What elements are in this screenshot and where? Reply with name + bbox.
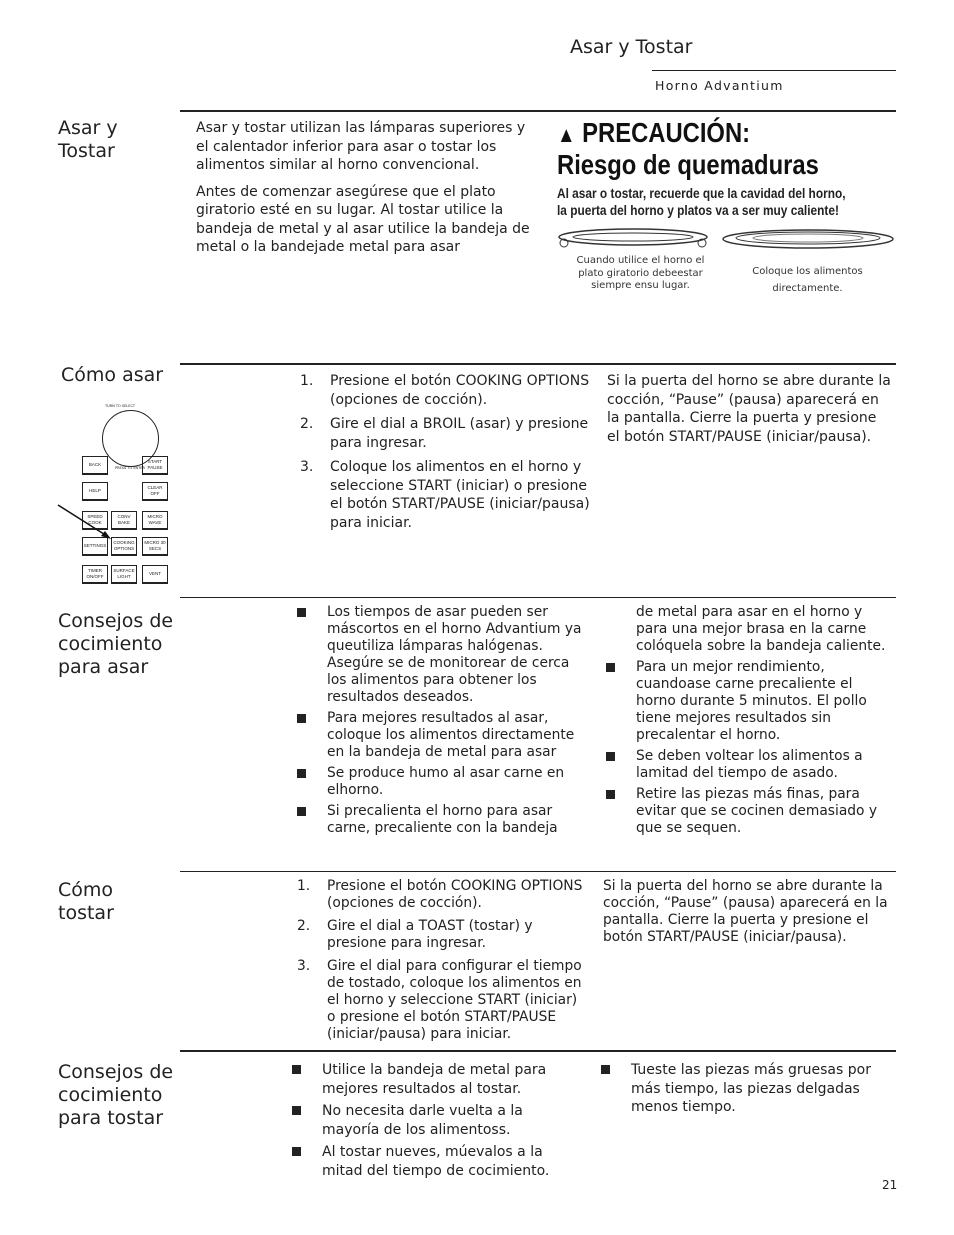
step-item bbox=[300, 415, 590, 452]
section-heading-consejos-asar: Consejos de cocimiento para asar bbox=[58, 610, 174, 678]
broil-tips-left bbox=[297, 604, 582, 841]
section-rule bbox=[180, 871, 896, 872]
metal-tray-icon bbox=[721, 228, 896, 250]
step-number: 2. bbox=[297, 918, 311, 934]
step-item bbox=[297, 958, 587, 1043]
tip-text: Los tiempos de asar pueden ser máscortos en el horno Advantium ya queutiliza lámparas halógenas. Asegúre se de monitorear de cerca los alimentos para obtener los resultados deseados. bbox=[327, 604, 582, 705]
page-header-title: Asar y Tostar bbox=[570, 36, 693, 58]
bullet-icon bbox=[606, 752, 615, 761]
step-text: Gire el dial a BROIL (asar) y presione para ingresar. bbox=[330, 416, 589, 451]
bullet-icon bbox=[606, 663, 615, 672]
toast-note: Si la puerta del horno se abre durante la cocción, “Pause” (pausa) aparecerá en la pantalla. Cierre la puerta y presione el botón START/PAUSE (iniciar/pausa). bbox=[603, 878, 888, 945]
tip-text: Para un mejor rendimiento, cuandoase carne precaliente el horno durante 5 minutos. El pollo tiene mejores resultados sin precalentar el horno. bbox=[636, 659, 867, 743]
section-heading-asar-y-tostar: Asar y Tostar bbox=[58, 117, 118, 162]
broil-tips-right bbox=[606, 604, 891, 841]
tip-item bbox=[606, 786, 891, 837]
tip-text: Al tostar nueves, múevalos a la mitad del tiempo de cocimiento. bbox=[322, 1144, 550, 1179]
arrow-icon bbox=[55, 500, 115, 540]
bullet-icon bbox=[606, 790, 615, 799]
section-rule bbox=[180, 1050, 896, 1052]
step-number: 1. bbox=[297, 878, 311, 894]
section-rule bbox=[180, 363, 896, 365]
start-pause-button[interactable]: START PAUSE bbox=[142, 456, 168, 475]
tip-item bbox=[292, 1061, 562, 1098]
step-number: 3. bbox=[300, 459, 314, 475]
step-number: 1. bbox=[300, 373, 314, 389]
surface-light-button[interactable]: SURFACE LIGHT bbox=[111, 565, 137, 584]
warning-box bbox=[557, 118, 897, 219]
step-text: Gire el dial para configurar el tiempo de tostado, coloque los alimentos en el horno y seleccione START (iniciar) o presione el botón START/PAUSE (iniciar/pausa) para iniciar. bbox=[327, 958, 582, 1042]
cooking-options-button[interactable]: COOKING OPTIONS bbox=[111, 537, 137, 556]
tip-item bbox=[292, 1143, 562, 1180]
step-item bbox=[300, 458, 590, 532]
section-rule bbox=[180, 597, 896, 598]
tip-item bbox=[601, 1061, 886, 1117]
warning-body-line1: Al asar o tostar, recuerde que la cavidad del horno, bbox=[557, 186, 846, 201]
section-heading-como-asar: Cómo asar bbox=[61, 364, 164, 386]
step-text: Coloque los alimentos en el horno y seleccione START (iniciar) o presione el botón START/PAUSE (iniciar/pausa) para iniciar. bbox=[330, 459, 590, 531]
tip-text: Se deben voltear los alimentos a lamitad del tiempo de asado. bbox=[636, 748, 863, 781]
tip-text: Si precalienta el horno para asar carne, precaliente con la bandeja bbox=[327, 803, 558, 836]
bullet-icon bbox=[297, 807, 306, 816]
broil-steps bbox=[300, 372, 590, 538]
tip-text: Retire las piezas más finas, para evitar que se cocinen demasiado y que se sequen. bbox=[636, 786, 878, 836]
tip-item bbox=[297, 765, 582, 799]
page-header-subtitle: Horno Advantium bbox=[655, 78, 784, 93]
turntable-rack-icon bbox=[556, 226, 711, 252]
microwave-button[interactable]: MICRO WAVE bbox=[142, 511, 168, 530]
intro-paragraph-2: Antes de comenzar asegúrese que el plato giratorio esté en su lugar. Al tostar utilice la bandeja de metal y al asar utilice la bandeja de metal o la bandejade metal para asar bbox=[196, 183, 530, 255]
tip-text: Tueste las piezas más gruesas por más tiempo, las piezas delgadas menos tiempo. bbox=[631, 1062, 871, 1115]
section-rule bbox=[180, 110, 896, 112]
conv-bake-button[interactable]: CONV BAKE bbox=[111, 511, 137, 530]
tip-item bbox=[292, 1102, 562, 1139]
intro-text bbox=[196, 119, 531, 265]
tip-text: Para mejores resultados al asar, coloque los alimentos directamente en la bandeja de metal para asar bbox=[327, 710, 575, 760]
toast-tips-left bbox=[292, 1061, 562, 1184]
timer-button[interactable]: TIMER ON/OFF bbox=[82, 565, 108, 584]
bullet-icon bbox=[292, 1106, 301, 1115]
dial-top-label: TURN TO SELECT bbox=[105, 404, 136, 408]
bullet-icon bbox=[292, 1065, 301, 1074]
vent-button[interactable]: VENT bbox=[142, 565, 168, 584]
tip-item bbox=[297, 604, 582, 706]
broil-note: Si la puerta del horno se abre durante la cocción, “Pause” (pausa) aparecerá en la pantalla. Cierre la puerta y presione el botón START/PAUSE (iniciar/pausa). bbox=[607, 373, 891, 445]
tip-text: No necesita darle vuelta a la mayoría de los alimentoss. bbox=[322, 1103, 523, 1138]
tip-text: Utilice la bandeja de metal para mejores resultados al tostar. bbox=[322, 1062, 547, 1097]
step-number: 3. bbox=[297, 958, 311, 974]
back-button[interactable]: BACK bbox=[82, 456, 108, 475]
warning-title-line1: PRECAUCIÓN: bbox=[582, 117, 751, 148]
intro-paragraph-1: Asar y tostar utilizan las lámparas superiores y el calentador inferior para asar o tostar los alimentos similar al horno convencional. bbox=[196, 120, 526, 173]
step-text: Gire el dial a TOAST (tostar) y presione para ingresar. bbox=[327, 918, 533, 951]
tip-item bbox=[297, 803, 582, 837]
control-panel-diagram bbox=[55, 400, 175, 590]
tip-item bbox=[297, 710, 582, 761]
turntable-caption: Cuando utilice el horno el plato giratorio debeestar siempre ensu lugar. bbox=[576, 255, 705, 291]
tip-item bbox=[606, 748, 891, 782]
warning-title bbox=[557, 118, 846, 150]
step-number: 2. bbox=[300, 416, 314, 432]
clear-off-button[interactable]: CLEAR OFF bbox=[142, 482, 168, 501]
bullet-icon bbox=[297, 714, 306, 723]
micro-30-secs-button[interactable]: MICRO 30 SECS bbox=[142, 537, 168, 556]
step-text: Presione el botón COOKING OPTIONS (opciones de cocción). bbox=[330, 373, 590, 408]
toast-steps bbox=[297, 878, 587, 1049]
tip-continuation: de metal para asar en el horno y para una mejor brasa en la carne colóquela sobre la bandeja caliente. bbox=[636, 604, 886, 654]
section-heading-consejos-tostar: Consejos de cocimiento para tostar bbox=[58, 1061, 174, 1129]
toast-tips-right bbox=[601, 1061, 886, 1121]
step-item bbox=[297, 918, 587, 952]
section-heading-como-tostar: Cómo tostar bbox=[58, 879, 114, 924]
tip-item bbox=[606, 659, 891, 744]
dial-bottom-label: PRESS TO ENTER bbox=[115, 466, 145, 470]
help-button[interactable]: HELP bbox=[82, 482, 108, 501]
step-item bbox=[297, 878, 587, 912]
header-rule bbox=[652, 70, 896, 71]
page-number: 21 bbox=[882, 1178, 898, 1192]
warning-body-line2: la puerta del horno y platos va a ser muy caliente! bbox=[557, 203, 839, 218]
bullet-icon bbox=[292, 1147, 301, 1156]
tip-text: Se produce humo al asar carne en elhorno. bbox=[327, 765, 565, 798]
warning-title-line2: Riesgo de quemaduras bbox=[557, 149, 819, 180]
settings-button[interactable]: SETTINGS bbox=[82, 537, 108, 556]
bullet-icon bbox=[297, 608, 306, 617]
speed-cook-button[interactable]: SPEED COOK bbox=[82, 511, 108, 530]
tray-caption: Coloque los alimentos directamente. bbox=[752, 266, 863, 294]
step-item bbox=[300, 372, 590, 409]
bullet-icon bbox=[297, 769, 306, 778]
step-text: Presione el botón COOKING OPTIONS (opciones de cocción). bbox=[327, 878, 583, 911]
warning-triangle-icon: ▲ bbox=[557, 122, 576, 147]
bullet-icon bbox=[601, 1065, 610, 1074]
